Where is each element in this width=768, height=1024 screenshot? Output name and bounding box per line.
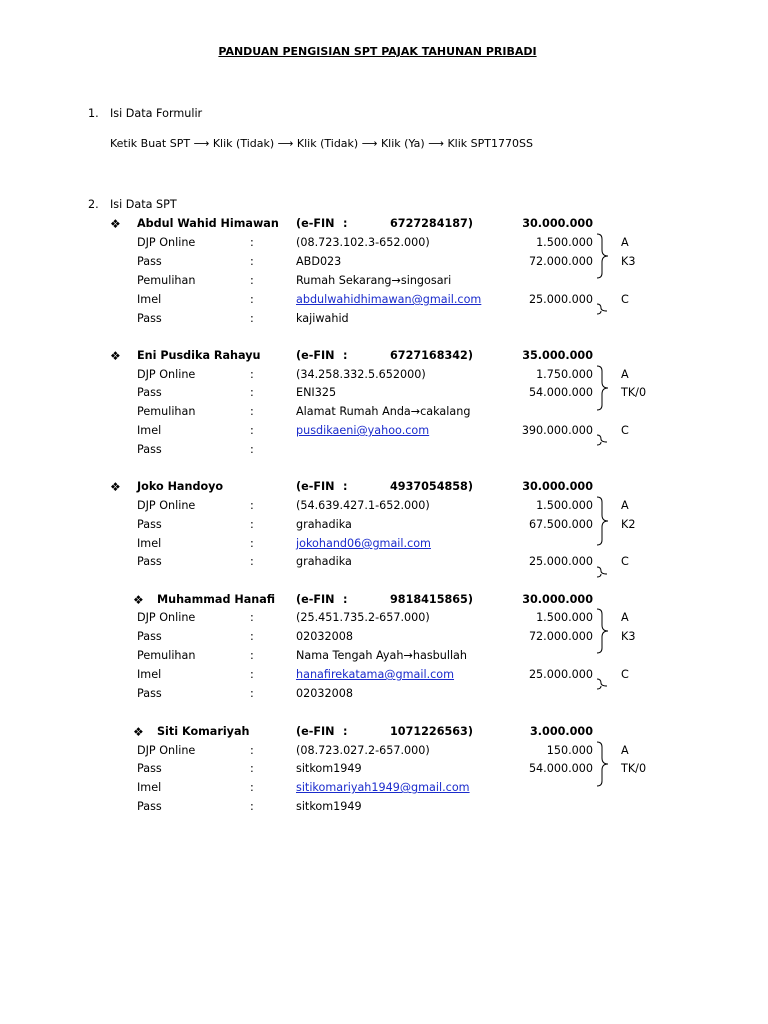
category-1: A <box>621 368 629 381</box>
category-3: C <box>621 555 629 568</box>
amount-3: 54.000.000 <box>528 762 593 775</box>
amount-2: 1.500.000 <box>536 499 593 512</box>
section-2-number: 2. <box>88 198 99 211</box>
colon: : <box>250 424 254 437</box>
pemulihan-value: Rumah Sekarang→singosari <box>296 274 452 287</box>
efin-label: (e-FIN <box>296 217 335 230</box>
email-link[interactable]: sitikomariyah1949@gmail.com <box>296 781 470 794</box>
right-brace-icon <box>596 678 616 690</box>
category-3: C <box>621 293 629 306</box>
category-1: A <box>621 744 629 757</box>
amount-3: 54.000.000 <box>528 386 593 399</box>
amount-4: 390.000.000 <box>521 424 593 437</box>
colon: : <box>250 630 254 643</box>
amount-1: 30.000.000 <box>522 480 593 493</box>
pass-label: Pass <box>137 630 162 643</box>
pemulihan-label: Pemulihan <box>137 649 196 662</box>
amount-1: 30.000.000 <box>522 217 593 230</box>
email-link[interactable]: pusdikaeni@yahoo.com <box>296 424 430 437</box>
djp-online-value: (34.258.332.5.652000) <box>296 368 426 381</box>
pass-label: Pass <box>137 800 162 813</box>
category-2: TK/0 <box>621 386 647 399</box>
efin-number: 6727168342) <box>390 349 473 362</box>
colon: : <box>250 649 254 662</box>
pass-label: Pass <box>137 386 162 399</box>
djp-online-label: DJP Online <box>137 236 196 249</box>
colon: : <box>250 274 254 287</box>
colon: : <box>250 762 254 775</box>
amount-3: 72.000.000 <box>528 630 593 643</box>
colon: : <box>250 293 254 306</box>
category-3: C <box>621 668 629 681</box>
efin-colon: : <box>343 593 348 606</box>
pass-value: kajiwahid <box>296 312 349 325</box>
colon: : <box>250 800 254 813</box>
efin-label: (e-FIN <box>296 480 335 493</box>
pass-label: Pass <box>137 255 162 268</box>
djp-online-label: DJP Online <box>137 368 196 381</box>
djp-online-value: (54.639.427.1-652.000) <box>296 499 430 512</box>
colon: : <box>250 744 254 757</box>
colon: : <box>250 537 254 550</box>
category-2: K2 <box>621 518 636 531</box>
form-fill-steps: Ketik Buat SPT ⟶ Klik (Tidak) ⟶ Klik (Tidak) ⟶ Klik (Ya) ⟶ Klik SPT1770SS <box>110 137 533 150</box>
category-1: A <box>621 611 629 624</box>
pemulihan-value: Nama Tengah Ayah→hasbullah <box>296 649 468 662</box>
amount-1: 3.000.000 <box>530 725 593 738</box>
pass-value: grahadika <box>296 555 352 568</box>
efin-number: 6727284187) <box>390 217 473 230</box>
diamond-bullet-icon: ❖ <box>133 725 144 739</box>
taxpayer-name: Abdul Wahid Himawan <box>137 217 279 230</box>
amount-2: 1.500.000 <box>536 611 593 624</box>
taxpayer-name: Joko Handoyo <box>137 480 224 493</box>
email-link[interactable]: abdulwahidhimawan@gmail.com <box>296 293 482 306</box>
djp-online-value: (08.723.027.2-657.000) <box>296 744 430 757</box>
pass-label: Pass <box>137 762 162 775</box>
imel-label: Imel <box>137 424 162 437</box>
document-title: PANDUAN PENGISIAN SPT PAJAK TAHUNAN PRIBADI <box>218 45 537 58</box>
email-link[interactable]: hanafirekatama@gmail.com <box>296 668 455 681</box>
category-2: K3 <box>621 630 636 643</box>
section-1-heading: Isi Data Formulir <box>110 107 203 120</box>
djp-online-label: DJP Online <box>137 744 196 757</box>
djp-online-label: DJP Online <box>137 499 196 512</box>
taxpayer-name: Muhammad Hanafi <box>157 593 276 606</box>
colon: : <box>250 368 254 381</box>
right-brace-icon <box>596 608 616 654</box>
right-brace-icon <box>596 566 616 578</box>
djp-online-label: DJP Online <box>137 611 196 624</box>
imel-label: Imel <box>137 293 162 306</box>
pass-label: Pass <box>137 443 162 456</box>
right-brace-icon <box>596 303 616 315</box>
colon: : <box>250 255 254 268</box>
amount-1: 30.000.000 <box>522 593 593 606</box>
right-brace-icon <box>596 233 616 279</box>
colon: : <box>250 312 254 325</box>
right-brace-icon <box>596 741 616 787</box>
category-3: C <box>621 424 629 437</box>
efin-number: 4937054858) <box>390 480 473 493</box>
efin-number: 1071226563) <box>390 725 473 738</box>
pass-value: grahadika <box>296 518 352 531</box>
pass-label: Pass <box>137 687 162 700</box>
diamond-bullet-icon: ❖ <box>110 480 121 494</box>
diamond-bullet-icon: ❖ <box>110 217 121 231</box>
amount-4: 25.000.000 <box>528 555 593 568</box>
diamond-bullet-icon: ❖ <box>133 593 144 607</box>
pass-value: 02032008 <box>296 687 353 700</box>
djp-online-value: (25.451.735.2-657.000) <box>296 611 430 624</box>
pemulihan-label: Pemulihan <box>137 274 196 287</box>
colon: : <box>250 443 254 456</box>
pemulihan-label: Pemulihan <box>137 405 196 418</box>
efin-number: 9818415865) <box>390 593 473 606</box>
pass-value: ABD023 <box>296 255 342 268</box>
pass-label: Pass <box>137 312 162 325</box>
right-brace-icon <box>596 365 616 411</box>
efin-colon: : <box>343 480 348 493</box>
imel-label: Imel <box>137 537 162 550</box>
amount-2: 1.750.000 <box>536 368 593 381</box>
category-2: TK/0 <box>621 762 647 775</box>
efin-label: (e-FIN <box>296 593 335 606</box>
colon: : <box>250 236 254 249</box>
diamond-bullet-icon: ❖ <box>110 349 121 363</box>
section-1-number: 1. <box>88 107 99 120</box>
efin-label: (e-FIN <box>296 349 335 362</box>
amount-1: 35.000.000 <box>522 349 593 362</box>
section-2-heading: Isi Data SPT <box>110 198 177 211</box>
amount-2: 150.000 <box>546 744 593 757</box>
colon: : <box>250 518 254 531</box>
category-1: A <box>621 499 629 512</box>
colon: : <box>250 668 254 681</box>
efin-colon: : <box>343 217 348 230</box>
efin-colon: : <box>343 349 348 362</box>
email-link[interactable]: jokohand06@gmail.com <box>296 537 431 550</box>
right-brace-icon <box>596 434 616 446</box>
amount-4: 25.000.000 <box>528 668 593 681</box>
category-2: K3 <box>621 255 636 268</box>
taxpayer-name: Eni Pusdika Rahayu <box>137 349 261 362</box>
pass-value: ENI325 <box>296 386 337 399</box>
amount-4: 25.000.000 <box>528 293 593 306</box>
amount-3: 72.000.000 <box>528 255 593 268</box>
efin-colon: : <box>343 725 348 738</box>
colon: : <box>250 405 254 418</box>
colon: : <box>250 555 254 568</box>
colon: : <box>250 611 254 624</box>
djp-online-value: (08.723.102.3-652.000) <box>296 236 430 249</box>
efin-label: (e-FIN <box>296 725 335 738</box>
imel-label: Imel <box>137 668 162 681</box>
pass-value: sitkom1949 <box>296 800 362 813</box>
amount-3: 67.500.000 <box>528 518 593 531</box>
colon: : <box>250 687 254 700</box>
amount-2: 1.500.000 <box>536 236 593 249</box>
colon: : <box>250 499 254 512</box>
taxpayer-name: Siti Komariyah <box>157 725 250 738</box>
pass-value: sitkom1949 <box>296 762 362 775</box>
colon: : <box>250 781 254 794</box>
pass-value: 02032008 <box>296 630 353 643</box>
imel-label: Imel <box>137 781 162 794</box>
pass-label: Pass <box>137 555 162 568</box>
pass-label: Pass <box>137 518 162 531</box>
category-1: A <box>621 236 629 249</box>
right-brace-icon <box>596 496 616 546</box>
pemulihan-value: Alamat Rumah Anda→cakalang <box>296 405 471 418</box>
colon: : <box>250 386 254 399</box>
